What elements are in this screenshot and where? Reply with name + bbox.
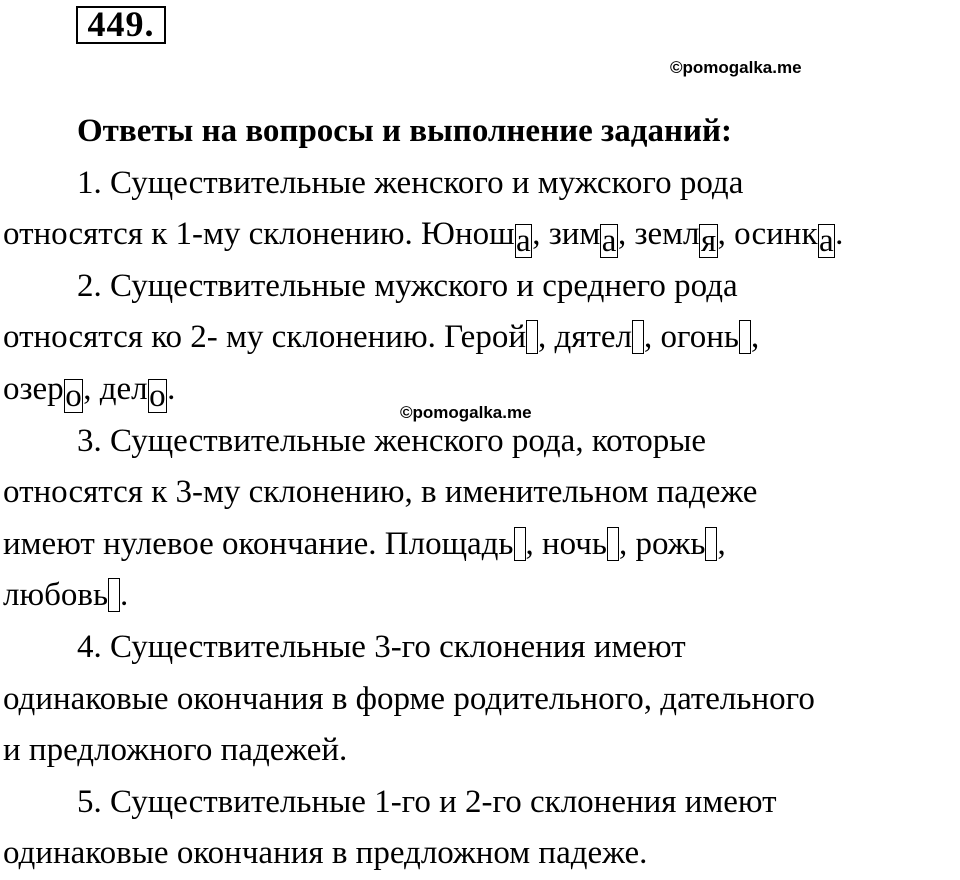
task-number: 449.: [76, 6, 166, 44]
zero-ending-box: [514, 527, 526, 561]
answer-4-line-3: и предложного падежей.: [3, 732, 348, 769]
ending-box: а: [601, 223, 617, 260]
answer-2: [3, 261, 960, 416]
answer-3-line-2: относятся к 3-му склонению, в именительном падеже: [3, 474, 758, 511]
answer-2-line-2: относятся ко 2- му склонению. Герой , дятел , огонь ,: [3, 319, 760, 356]
answer-5-line-1: 5. Существительные 1-го и 2-го склонения имеют: [77, 783, 777, 820]
answer-4: [3, 622, 960, 777]
answer-1: [3, 158, 960, 261]
answer-1-line-2: относятся к 1-му склонению. Юноша, зима, земля, осинка.: [3, 216, 844, 260]
zero-ending-box: [526, 320, 538, 354]
answer-1-line-1: 1. Существительные женского и мужского рода: [77, 164, 744, 201]
answer-4-line-1: 4. Существительные 3-го склонения имеют: [77, 628, 686, 665]
answer-2-line-1: 2. Существительные мужского и среднего рода: [77, 267, 738, 304]
answer-text: [3, 106, 960, 880]
ending-box: я: [700, 223, 717, 260]
answer-4-line-2: одинаковые окончания в форме родительного, дательного: [3, 680, 815, 717]
ending-box: а: [516, 223, 531, 260]
answer-3-line-4: любовь .: [3, 577, 129, 614]
answer-2-line-3: озеро, дело.: [3, 370, 176, 414]
answer-3-line-1: 3. Существительные женского рода, которые: [77, 422, 707, 459]
answer-5-line-2: одинаковые окончания в предложном падеже.: [3, 835, 648, 872]
ending-box: а: [819, 223, 834, 260]
watermark-top: ©pomogalka.me: [670, 58, 802, 77]
answer-3: [3, 416, 960, 622]
answer-5: [3, 777, 960, 880]
zero-ending-box: [705, 527, 717, 561]
ending-box: о: [65, 377, 82, 414]
zero-ending-box: [108, 578, 120, 612]
zero-ending-box: [739, 320, 751, 354]
zero-ending-box: [632, 320, 644, 354]
zero-ending-box: [607, 527, 619, 561]
watermark-middle: ©pomogalka.me: [400, 403, 532, 422]
answer-3-line-3: имеют нулевое окончание. Площадь , ночь , рожь ,: [3, 525, 726, 562]
ending-box: о: [149, 377, 166, 414]
answers-heading: Ответы на вопросы и выполнение заданий:: [77, 113, 732, 149]
